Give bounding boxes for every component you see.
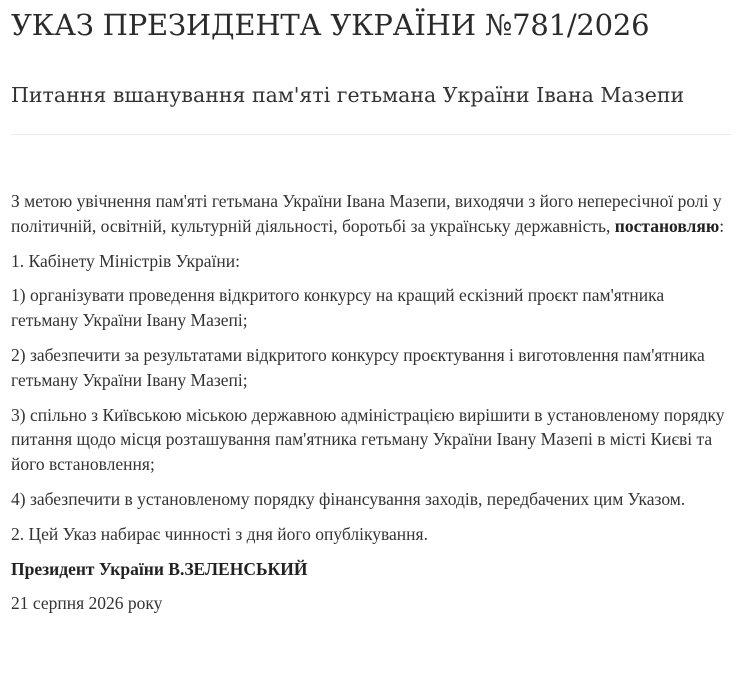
item-1: 1. Кабінету Міністрів України: (11, 250, 241, 271)
preamble-paragraph (11, 189, 729, 239)
signature: Президент України В.ЗЕЛЕНСЬКИЙ (11, 558, 308, 579)
preamble-text: З метою увічнення пам'яті гетьмана України Івана Мазепи, виходячи з його непересічної ролі у політичній, освітній, культурній діяльності, боротьбі за українську державність, (11, 191, 722, 236)
item-2: 2. Цей Указ набирає чинності з дня його опублікування. (11, 523, 428, 544)
preamble-colon: : (719, 215, 725, 236)
decree-subtitle: Питання вшанування пам'яті гетьмана України Івана Мазепи (11, 83, 685, 107)
decree-date: 21 серпня 2026 року (11, 593, 163, 614)
preamble-emphasis: постановляю (614, 215, 720, 236)
header-divider (11, 134, 731, 135)
decree-body (11, 189, 729, 626)
item-1-subitem-2: 2) забезпечити за результатами відкритого конкурсу проєктування і виготовлення пам'ятника гетьману України Івану Мазепі; (11, 344, 705, 390)
decree-title: УКАЗ ПРЕЗИДЕНТА УКРАЇНИ №781/2026 (11, 8, 650, 42)
item-1-subitem-1: 1) організувати проведення відкритого конкурсу на кращий ескізний проєкт пам'ятника гетьману України Івану Мазепі; (11, 285, 665, 331)
item-1-subitem-4: 4) забезпечити в установленому порядку фінансування заходів, передбачених цим Указом. (11, 488, 686, 509)
item-1-subitem-3: 3) спільно з Київською міською державною адміністрацією вирішити в установленому порядку питання щодо місця розташування пам'ятника гетьману України Івану Мазепі в місті Києві та його встановлення; (11, 404, 725, 475)
